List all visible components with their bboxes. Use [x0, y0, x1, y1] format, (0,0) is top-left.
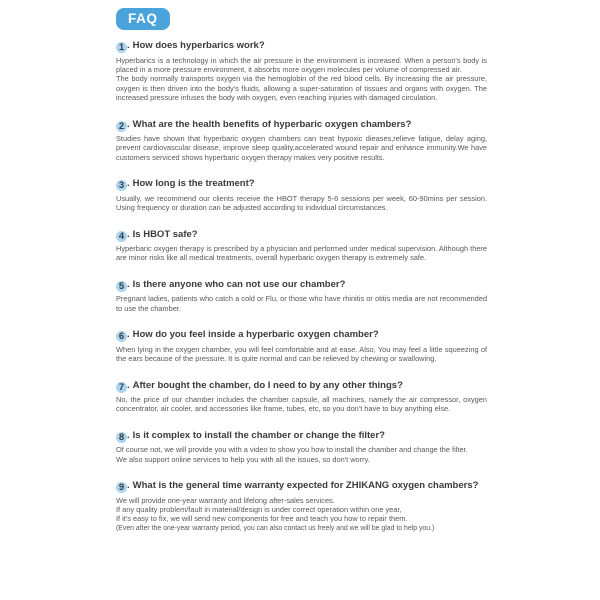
question-text: Is HBOT safe?: [132, 228, 198, 240]
faq-answer-note: (Even after the one-year warranty period, you can also contact us freely and we will be glad to help you.): [116, 524, 435, 532]
faq-answer: Usually, we recommend our clients receive the HBOT therapy 5-6 sessions per week, 60-90mins per session. Using frequency or duration can be adjusted according to individual circumstances.: [116, 193, 487, 213]
faq-answer: Of course not, we will provide you with a video to show you how to install the chamber and change the filter.: [116, 445, 468, 455]
question-text: What is the general time warranty expected for ZHIKANG oxygen chambers?: [132, 480, 479, 492]
question-number-badge: 8: [116, 432, 127, 443]
question-number-suffix: .: [127, 329, 130, 341]
question-text: Is it complex to install the chamber or change the filter?: [132, 429, 385, 441]
faq-question: [116, 380, 487, 393]
faq-item-4: [116, 229, 487, 263]
faq-question: [116, 229, 487, 242]
faq-question: [116, 329, 487, 342]
question-number-badge: 3: [116, 180, 127, 191]
question-text: How does hyperbarics work?: [132, 40, 265, 51]
question-number-badge: 2: [116, 121, 127, 132]
question-number-badge: 6: [116, 331, 127, 342]
faq-item-8: [116, 430, 487, 464]
faq-question: [116, 430, 487, 443]
faq-answer: Hyperbarics is a technology in which the air pressure in the environment is increased. When a person's body is placed in a more pressure environment, it absorbs more oxygen molecules per volume of compressed air.: [116, 55, 487, 74]
question-number-badge: 9: [116, 482, 127, 493]
faq-answer: When lying in the oxygen chamber, you will feel comfortable and at ease. Also, You may feel a little squeezing of the ears because of the pressure. It is quite normal and can be relieved by chewing or swallowing.: [116, 344, 487, 364]
faq-question: [116, 178, 487, 191]
faq-answer: The body normally transports oxygen via the hemoglobin of the red blood cells. By increasing the air pressure, oxygen is then driven into the body's fluids, allowing a super-saturation of tissues and organs with oxygen. The increased pressure infuses the body with oxygen, even reaching injuries with damaged circulation.: [116, 74, 487, 103]
question-number-badge: 1: [116, 42, 127, 53]
faq-content: [116, 8, 487, 533]
question-number-suffix: .: [127, 228, 130, 240]
faq-question: [116, 119, 487, 132]
faq-item-9: [116, 480, 487, 533]
question-number-suffix: .: [127, 429, 130, 441]
faq-badge: FAQ: [116, 8, 170, 30]
question-text: What are the health benefits of hyperbaric oxygen chambers?: [132, 118, 412, 130]
faq-question: [116, 480, 487, 493]
faq-question: [116, 40, 487, 53]
faq-question: [116, 279, 487, 292]
faq-answer: No, the price of our chamber includes the chamber capsule, all machines, namely the air compressor, oxygen concentrator, air cooler, and accessories like frame, tubes, etc, so you don't have to buy anything else.: [116, 395, 487, 414]
question-text: How long is the treatment?: [132, 178, 255, 190]
faq-answer: If it's easy to fix, we will send new components for free and teach you how to repair them.: [116, 514, 408, 524]
faq-item-1: [116, 40, 487, 103]
faq-answer: Studies have shown that hyperbaric oxygen chambers can treat hypoxic dieases,relieve fatigue, delay aging, prevent cardiovascular disease, improve sleep quality,accelerated wound repair and enhance immunity.We have customers serviced shows hyperbaric oxygen therapy makes very positive results.: [116, 134, 487, 162]
question-text: After bought the chamber, do I need to by any other things?: [132, 379, 403, 391]
faq-item-6: [116, 329, 487, 363]
faq-item-2: [116, 119, 487, 163]
question-number-suffix: .: [127, 118, 130, 130]
faq-answer: Hyperbaric oxygen therapy is prescribed by a physician and performed under medical supervision. Although there are minor risks like all medical treatments, overall hyperbaric oxygen therapy is extremely safe.: [116, 244, 487, 263]
faq-item-3: [116, 178, 487, 212]
faq-answer: Pregnant ladies, patients who catch a cold or Flu, or those who have rhinitis or otitis media are not recommended to use the chamber.: [116, 294, 487, 313]
faq-item-7: [116, 380, 487, 414]
question-number-suffix: .: [127, 178, 130, 190]
question-number-badge: 5: [116, 281, 127, 292]
question-number-suffix: .: [127, 379, 130, 391]
question-number-badge: 4: [116, 231, 127, 242]
question-number-badge: 7: [116, 382, 127, 393]
question-number-suffix: .: [127, 40, 130, 51]
faq-answer: We also support online services to help you with all the issues, so don't worry.: [116, 454, 370, 464]
question-text: Is there anyone who can not use our chamber?: [132, 278, 346, 290]
question-number-suffix: .: [127, 278, 130, 290]
faq-answer: We will provide one-year warranty and lifelong after-sales services.: [116, 495, 335, 505]
question-text: How do you feel inside a hyperbaric oxygen chamber?: [132, 329, 379, 341]
faq-item-5: [116, 279, 487, 313]
faq-answer: If any quality problem/fault in material/design is under correct operation within one year,: [116, 505, 402, 515]
question-number-suffix: .: [127, 480, 130, 492]
